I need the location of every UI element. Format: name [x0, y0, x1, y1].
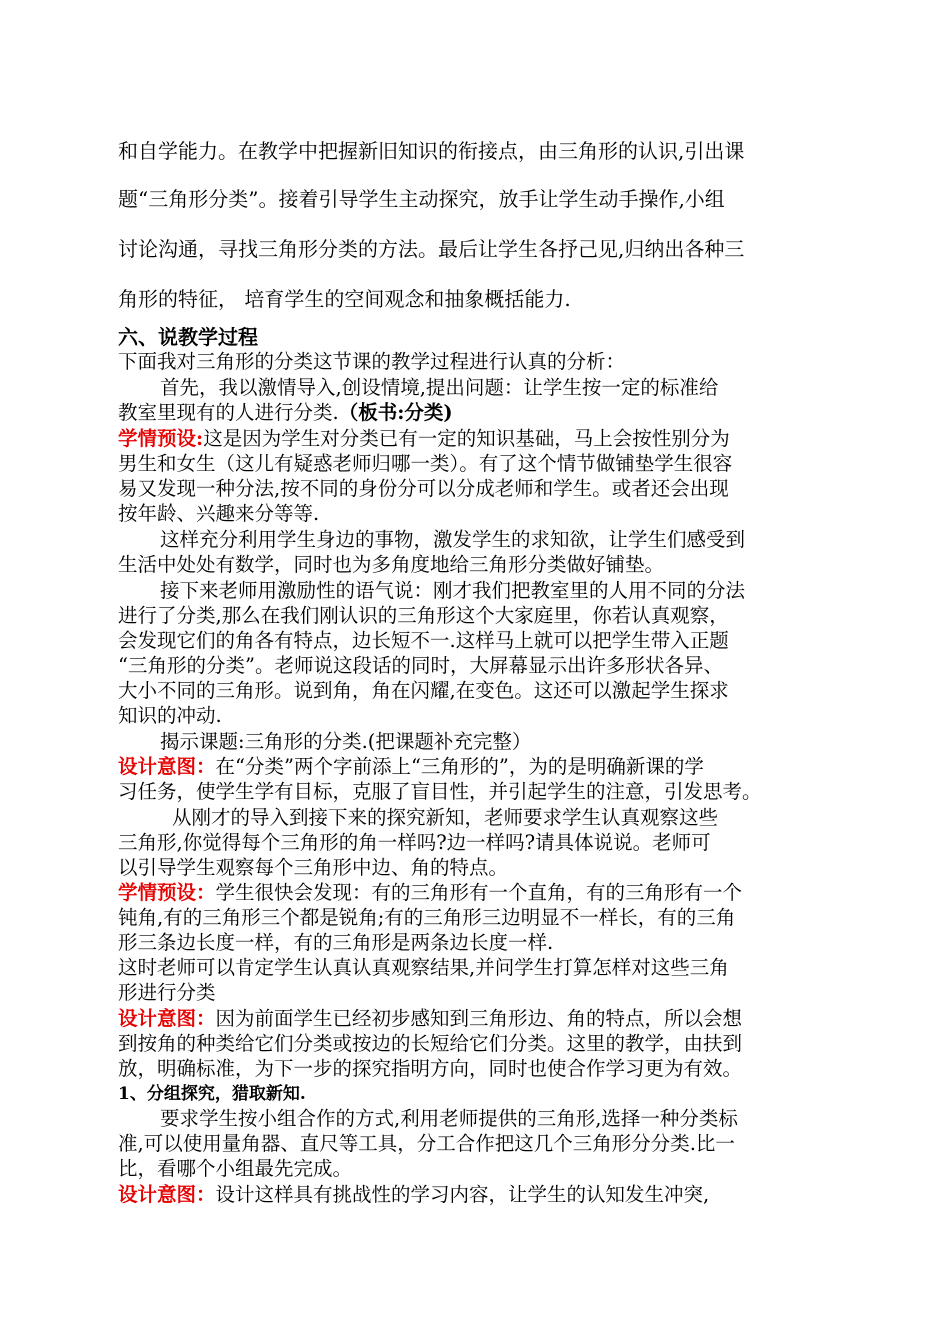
section-heading: 六、说教学过程 [118, 325, 258, 349]
intro-line-2: 题“三角形分类”。接着引导学生主动探究，放手让学生动手操作,小组 [118, 187, 725, 211]
paragraph-line: 钝角,有的三角形三个都是锐角;有的三角形三边明显不一样长，有的三角 [118, 906, 736, 929]
paragraph-line: 会发现它们的角各有特点，边长短不一.这样马上就可以把学生带入正题 [118, 629, 729, 652]
paragraph-line: 三角形,你觉得每个三角形的角一样吗?边一样吗?请具体说说。老师可 [118, 831, 711, 854]
paragraph-line: 进行了分类,那么在我们刚认识的三角形这个大家庭里，你若认真观察， [118, 604, 729, 627]
paragraph-line: 这时老师可以肯定学生认真认真观察结果,并问学生打算怎样对这些三角 [118, 956, 729, 979]
label-sheji-yitu: 设计意图： [118, 755, 216, 778]
label-sheji-yitu: 设计意图： [118, 1183, 216, 1206]
label-xueqing-yushe: 学情预设： [118, 881, 216, 904]
paragraph-line: 揭示课题:三角形的分类.(把课题补充完整） [160, 730, 532, 753]
label-xueqing-yushe: 学情预设: [118, 427, 204, 450]
paragraph-line: 到按角的种类给它们分类或按边的长短给它们分类。这里的教学，由扶到 [118, 1032, 743, 1055]
paragraph-line: 从刚才的导入到接下来的探究新知，老师要求学生认真观察这些 [172, 806, 719, 829]
paragraph-line: 比，看哪个小组最先完成。 [118, 1157, 353, 1180]
paragraph-line: 知识的冲动. [118, 704, 222, 727]
intro-line-3: 讨论沟通，寻找三角形分类的方法。最后让学生各抒己见,归纳出各种三 [118, 237, 745, 261]
paragraph-line: 要求学生按小组合作的方式,利用老师提供的三角形,选择一种分类标 [160, 1107, 738, 1130]
paragraph-line: 形进行分类 [118, 981, 216, 1004]
paragraph-line: 以引导学生观察每个三角形中边、角的特点。 [118, 856, 509, 879]
paragraph-line: 男生和女生（这儿有疑惑老师归哪一类）。有了这个情节做铺垫学生很容 [118, 452, 733, 475]
paragraph-line: 准,可以使用量角器、直尺等工具，分工合作把这几个三角形分分类.比一 [118, 1132, 735, 1155]
paragraph-line: 设计意图：因为前面学生已经初步感知到三角形边、角的特点，所以会想 [118, 1007, 743, 1030]
paragraph-line: 形三条边长度一样，有的三角形是两条边长度一样. [118, 931, 554, 954]
intro-line-1: 和自学能力。在教学中把握新旧知识的衔接点，由三角形的认识,引出课 [118, 139, 745, 163]
paragraph-line: 设计意图：设计这样具有挑战性的学习内容，让学生的认知发生冲突, [118, 1183, 710, 1206]
paragraph-line: 设计意图：在“分类”两个字前添上“三角形的”，为的是明确新课的学 [118, 755, 704, 778]
paragraph-line: 易又发现一种分法,按不同的身份分可以分成老师和学生。或者还会出现 [118, 477, 729, 500]
paragraph-line: 接下来老师用激励性的语气说：刚才我们把教室里的人用不同的分法 [160, 579, 746, 602]
paragraph-line: 习任务，使学生学有目标，克服了盲目性，并引起学生的注意，引发思考。 [118, 780, 762, 803]
subsection-heading: 1、分组探究，猎取新知. [118, 1084, 306, 1104]
board-note: （板书:分类) [338, 401, 453, 424]
paragraph-line: 首先，我以激情导入,创设情境,提出问题：让学生按一定的标准给 [160, 376, 719, 399]
paragraph-line: “三角形的分类”。老师说这段话的同时，大屏幕显示出许多形状各异、 [118, 654, 723, 677]
paragraph-line: 生活中处处有数学，同时也为多角度地给三角形分类做好铺垫。 [118, 553, 665, 576]
paragraph-line: 按年龄、兴趣来分等等. [118, 502, 320, 525]
label-sheji-yitu: 设计意图： [118, 1007, 216, 1030]
paragraph-line: 大小不同的三角形。说到角，角在闪耀,在变色。这还可以激起学生探求 [118, 679, 729, 702]
paragraph-line: 学情预设:这是因为学生对分类已有一定的知识基础，马上会按性别分为 [118, 427, 730, 450]
intro-line-4: 角形的特征， 培育学生的空间观念和抽象概括能力. [118, 287, 571, 311]
paragraph-line: 放，明确标准，为下一步的探究指明方向，同时也使合作学习更为有效。 [118, 1057, 743, 1080]
paragraph-line: 这样充分利用学生身边的事物，激发学生的求知欲，让学生们感受到 [160, 528, 746, 551]
section-intro: 下面我对三角形的分类这节课的教学过程进行认真的分析： [118, 350, 626, 373]
paragraph-line: 学情预设：学生很快会发现：有的三角形有一个直角，有的三角形有一个 [118, 881, 743, 904]
paragraph-line: 教室里现有的人进行分类.（板书:分类) [118, 401, 453, 424]
